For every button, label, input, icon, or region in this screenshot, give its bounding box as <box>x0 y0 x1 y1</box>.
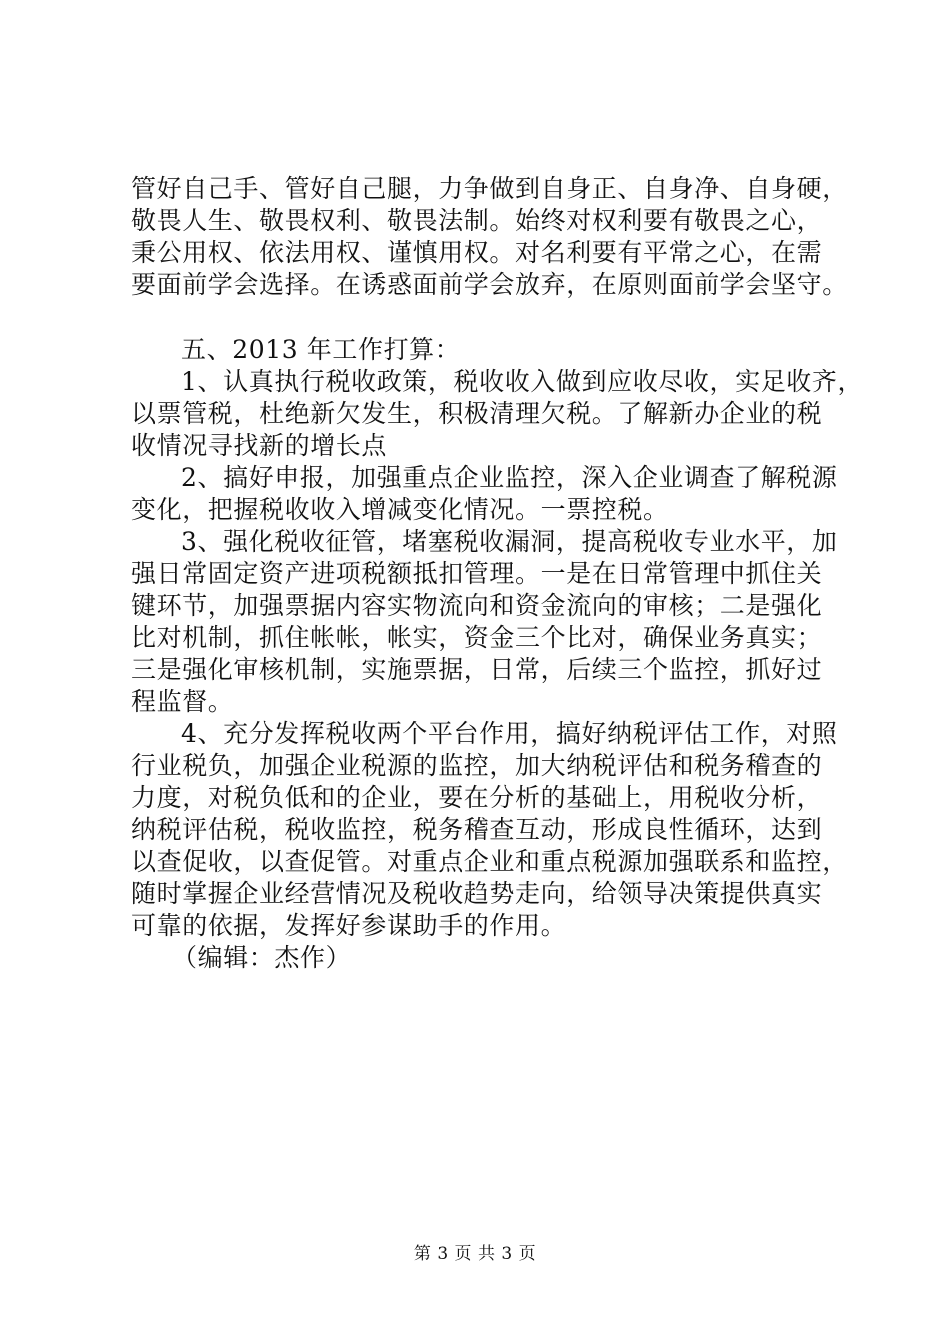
text-line: 收情况寻找新的增长点 <box>131 431 388 460</box>
text-line: 敬畏人生、敬畏权利、敬畏法制。始终对权利要有敬畏之心， <box>131 206 823 235</box>
text-line: 4、充分发挥税收两个平台作用，搞好纳税评估工作，对照 <box>181 719 838 748</box>
text-line: 1、认真执行税收政策，税收收入做到应收尽收，实足收齐， <box>181 367 864 396</box>
text-line: 要面前学会选择。在诱惑面前学会放弃，在原则面前学会坚守。 <box>131 270 848 299</box>
text-line: 程监督。 <box>131 687 234 716</box>
editor-note: （编辑：杰作） <box>172 943 352 972</box>
text-line: 强日常固定资产进项税额抵扣管理。一是在日常管理中抓住关 <box>131 559 823 588</box>
text-line: 随时掌握企业经营情况及税收趋势走向，给领导决策提供真实 <box>131 879 823 908</box>
text-line: 2、搞好申报，加强重点企业监控，深入企业调查了解税源 <box>181 463 838 492</box>
text-line: 秉公用权、依法用权、谨慎用权。对名利要有平常之心，在需 <box>131 238 823 267</box>
page-number-footer: 第 3 页 共 3 页 <box>413 1244 537 1264</box>
text-line: 纳税评估税，税收监控，税务稽查互动，形成良性循环，达到 <box>131 815 823 844</box>
text-line: 管好自己手、管好自己腿，力争做到自身正、自身净、自身硬， <box>131 174 848 203</box>
text-line: 以票管税，杜绝新欠发生，积极清理欠税。了解新办企业的税 <box>131 399 823 428</box>
text-line: 行业税负，加强企业税源的监控，加大纳税评估和税务稽查的 <box>131 751 823 780</box>
text-line: 可靠的依据，发挥好参谋助手的作用。 <box>131 911 567 940</box>
section-heading: 五、2013 年工作打算： <box>181 335 461 364</box>
text-line: 比对机制，抓住帐帐，帐实，资金三个比对，确保业务真实； <box>131 623 823 652</box>
text-line: 3、强化税收征管，堵塞税收漏洞，提高税收专业水平，加 <box>181 527 838 556</box>
text-line: 力度，对税负低和的企业，要在分析的基础上，用税收分析， <box>131 783 823 812</box>
text-line: 以查促收，以查促管。对重点企业和重点税源加强联系和监控， <box>131 847 848 876</box>
text-line: 三是强化审核机制，实施票据，日常，后续三个监控，抓好过 <box>131 655 823 684</box>
text-line: 键环节，加强票据内容实物流向和资金流向的审核；二是强化 <box>131 591 823 620</box>
text-line: 变化，把握税收收入增减变化情况。一票控税。 <box>131 495 669 524</box>
